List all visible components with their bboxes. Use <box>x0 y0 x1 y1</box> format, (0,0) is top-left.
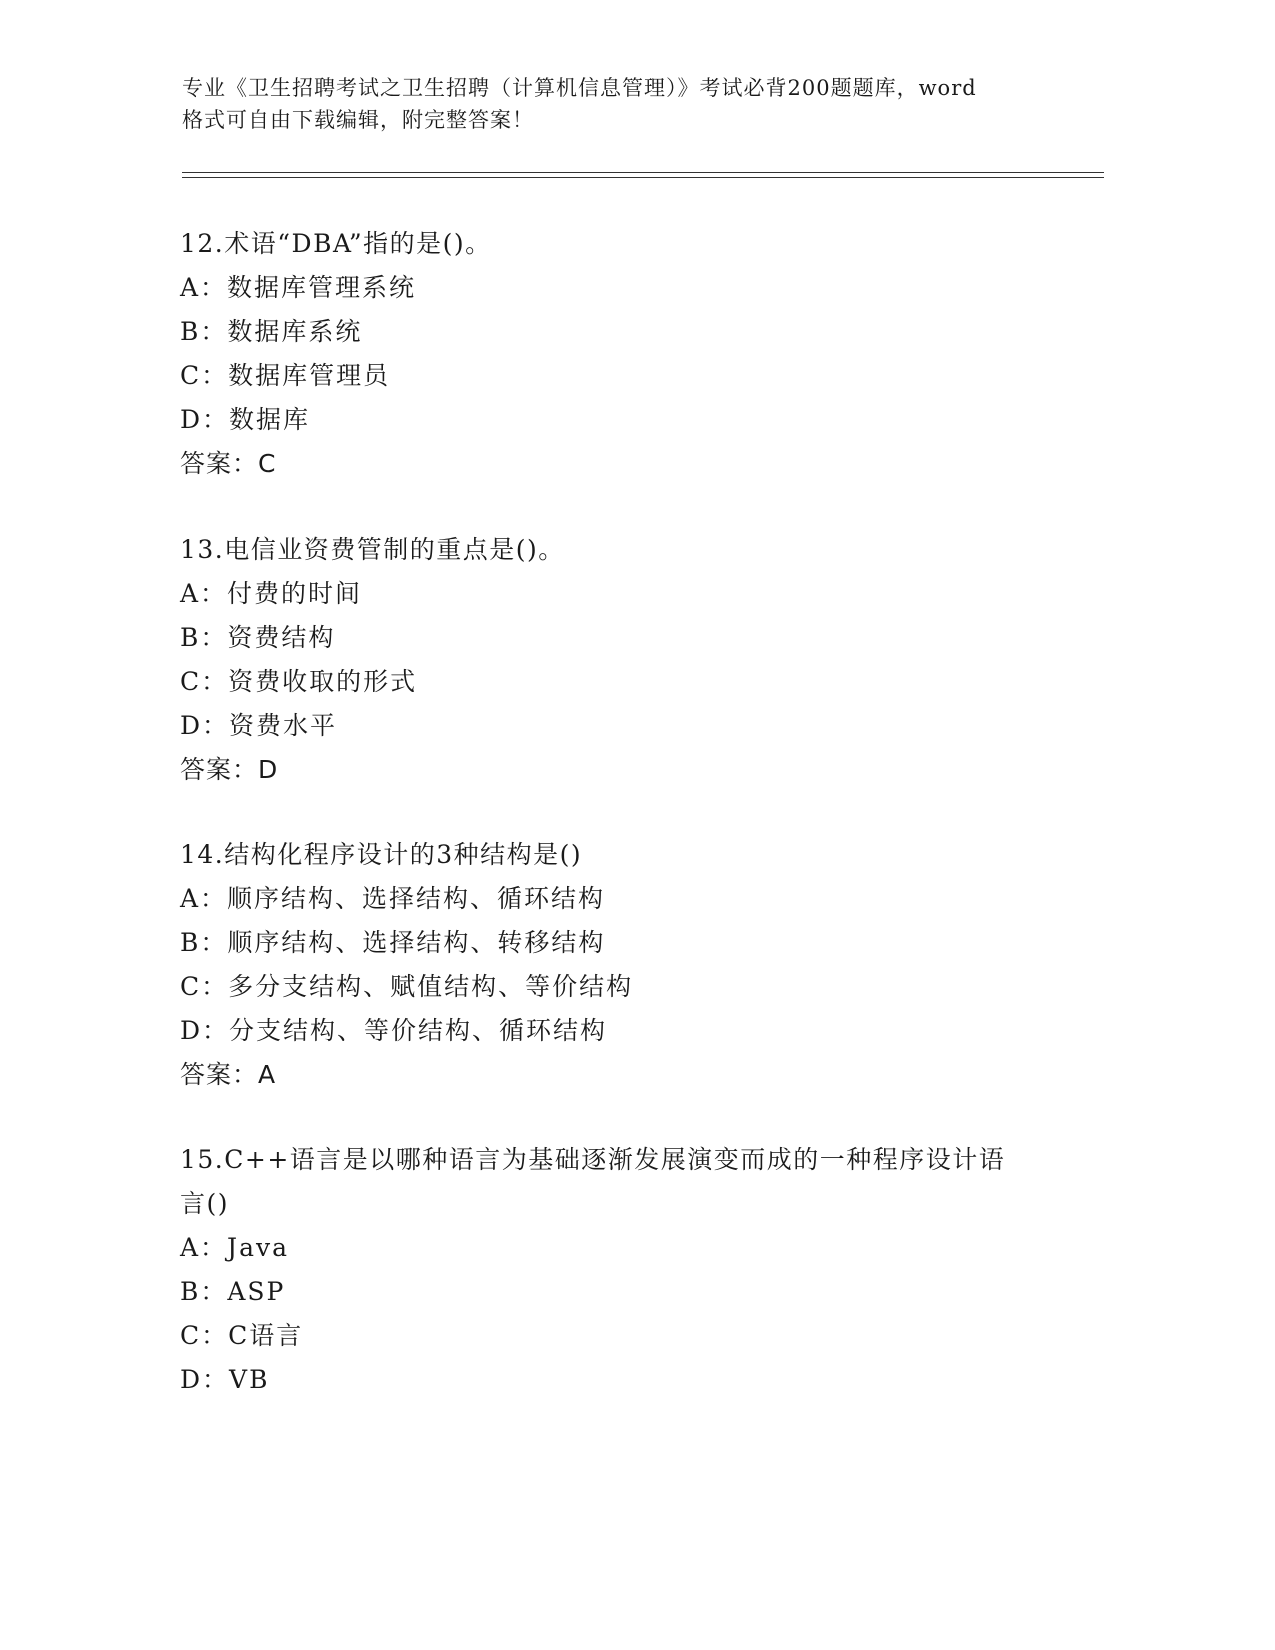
answer-line: 答案：C <box>180 449 277 478</box>
option-b: B：顺序结构、选择结构、转移结构 <box>180 928 606 957</box>
option-b: B：数据库系统 <box>180 317 363 346</box>
question-14 <box>180 833 1060 1097</box>
question-stem: 13.电信业资费管制的重点是()。 <box>180 535 565 564</box>
option-c: C：资费收取的形式 <box>180 667 418 696</box>
option-c: C：数据库管理员 <box>180 361 391 390</box>
header-divider-top <box>182 172 1104 173</box>
option-b: B：资费结构 <box>180 623 336 652</box>
question-stem: 12.术语“DBA”指的是()。 <box>180 229 492 258</box>
option-a: A：顺序结构、选择结构、循环结构 <box>180 884 606 913</box>
option-a: A：数据库管理系统 <box>180 273 417 302</box>
option-a: A：付费的时间 <box>180 579 363 608</box>
question-15 <box>180 1138 1060 1402</box>
option-a: A：Java <box>180 1233 290 1262</box>
answer-line: 答案：D <box>180 755 279 784</box>
question-stem-line-1: 15.C++语言是以哪种语言为基础逐渐发展演变而成的一种程序设计语 <box>180 1145 1006 1174</box>
option-c: C：C语言 <box>180 1321 304 1350</box>
header-line-1: 专业《卫生招聘考试之卫生招聘（计算机信息管理）》考试必背200题题库，word <box>182 76 977 100</box>
option-c: C：多分支结构、赋值结构、等价结构 <box>180 972 634 1001</box>
question-stem: 14.结构化程序设计的3种结构是() <box>180 840 583 869</box>
question-12 <box>180 222 1060 486</box>
option-b: B：ASP <box>180 1277 286 1306</box>
question-stem-line-2: 言() <box>180 1189 230 1218</box>
question-13 <box>180 528 1060 792</box>
document-header <box>182 72 1082 136</box>
option-d: D：资费水平 <box>180 711 338 740</box>
option-d: D：数据库 <box>180 405 311 434</box>
header-line-2: 格式可自由下载编辑，附完整答案！ <box>182 108 534 132</box>
answer-line: 答案：A <box>180 1060 277 1089</box>
option-d: D：VB <box>180 1365 270 1394</box>
option-d: D：分支结构、等价结构、循环结构 <box>180 1016 608 1045</box>
header-divider-bottom <box>182 177 1104 178</box>
